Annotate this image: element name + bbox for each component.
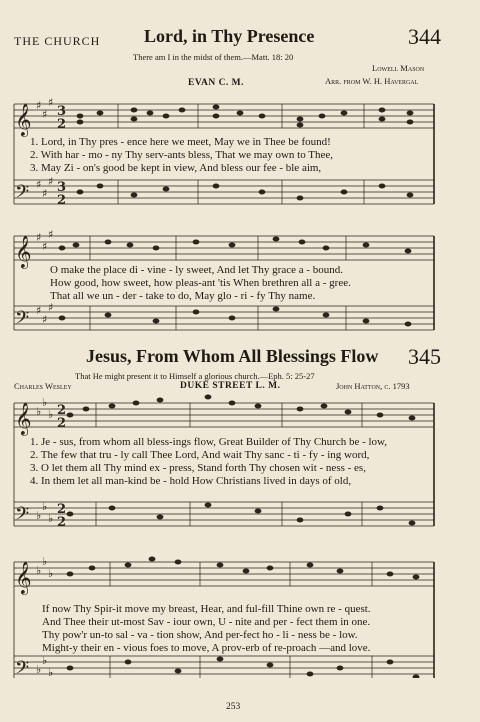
svg-text:2: 2 bbox=[57, 502, 67, 517]
flat-icon: ♭ bbox=[48, 666, 54, 678]
hymn-344-system1-lyrics bbox=[30, 136, 333, 175]
hymn-345-number: 345 bbox=[408, 344, 441, 369]
lyric-line: O make the place di - vine - ly sweet, And let Thy grace a - bound. bbox=[50, 264, 344, 276]
flat-icon: ♭ bbox=[42, 500, 48, 513]
sharp-icon: ♯ bbox=[36, 178, 42, 191]
treble-clef-icon: 𝄞 bbox=[15, 103, 32, 136]
flat-icon: ♭ bbox=[36, 509, 42, 522]
lyric-line: 2. The few that tru - ly call Thee Lord, And wait Thy sanc - ti - fy - ing word, bbox=[30, 449, 370, 461]
flat-icon: ♭ bbox=[36, 564, 42, 577]
flat-icon: ♭ bbox=[42, 654, 48, 667]
hymn-344-scripture: There am I in the midst of them.—Matt. 18: 20 bbox=[133, 52, 294, 62]
lyric-line: 1. Je - sus, from whom all bless-ings flow, Great Builder of Thy Church be - low, bbox=[30, 436, 388, 448]
lyric-line: And Thee their ut-most Sav - iour own, U - nite and per - fect them in one. bbox=[42, 616, 371, 628]
staff-344-s2-bass bbox=[14, 306, 434, 330]
svg-text:2: 2 bbox=[57, 515, 67, 530]
hymn-345-title: Jesus, From Whom All Blessings Flow bbox=[86, 346, 379, 366]
flat-icon: ♭ bbox=[48, 567, 54, 580]
sharp-icon: ♯ bbox=[48, 228, 54, 241]
hymn-344-title: Lord, in Thy Presence bbox=[144, 26, 315, 46]
hymn-344-system2-lyrics bbox=[50, 264, 351, 303]
bass-clef-icon: 𝄢 bbox=[15, 308, 30, 333]
svg-text:2: 2 bbox=[57, 193, 67, 208]
treble-clef-icon: 𝄞 bbox=[15, 402, 32, 435]
sharp-icon: ♯ bbox=[42, 240, 48, 253]
flat-icon: ♭ bbox=[48, 512, 54, 525]
hymn-344-composer: Lowell Mason bbox=[372, 63, 425, 73]
hymn-345-scripture: That He might present it to Himself a glorious church.—Eph. 5: 25-27 bbox=[75, 371, 315, 381]
lyric-line: 3. May Zi - on's good be kept in view, And bless our fee - ble aim, bbox=[30, 162, 322, 174]
lyric-line: If now Thy Spir-it move my breast, Hear, and ful-fill Thine own re - quest. bbox=[42, 603, 371, 615]
page-number: 253 bbox=[226, 702, 241, 712]
treble-clef-icon: 𝄞 bbox=[15, 561, 32, 594]
staff-345-s2-bass bbox=[14, 656, 434, 678]
hymn-345-composer: John Hatton, c. 1793 bbox=[336, 381, 410, 391]
staff-345-s1-bass bbox=[14, 502, 434, 526]
hymn-344-tune: EVAN C. M. bbox=[188, 78, 245, 88]
svg-text:3: 3 bbox=[57, 180, 67, 195]
hymn-344-arranger: Arr. from W. H. Havergal bbox=[325, 76, 419, 86]
lyric-line: Thy pow'r un-to sal - va - tion show, And per-fect ho - li - ness be - low. bbox=[42, 629, 358, 641]
sharp-icon: ♯ bbox=[42, 187, 48, 200]
sharp-icon: ♯ bbox=[48, 175, 54, 188]
hymn-345-system1-lyrics bbox=[30, 436, 387, 488]
flat-icon: ♭ bbox=[42, 396, 48, 409]
hymn-345-tune: DUKE STREET L. M. bbox=[180, 381, 281, 391]
treble-clef-icon: 𝄞 bbox=[15, 235, 32, 268]
sharp-icon: ♯ bbox=[36, 231, 42, 244]
lyric-line: 1. Lord, in Thy pres - ence here we meet, May we in Thee be found! bbox=[30, 136, 331, 148]
note-heads bbox=[59, 105, 420, 679]
staff-345-s2-treble bbox=[14, 562, 434, 586]
flat-icon: ♭ bbox=[36, 405, 42, 418]
hymn-345-author: Charles Wesley bbox=[14, 381, 72, 391]
svg-text:2: 2 bbox=[57, 117, 67, 132]
flat-icon: ♭ bbox=[36, 663, 42, 676]
lyric-line: 2. With har - mo - ny Thy serv-ants bless, That we may own to Thee, bbox=[30, 149, 334, 161]
svg-text:2: 2 bbox=[57, 416, 67, 431]
bass-clef-icon: 𝄢 bbox=[15, 504, 30, 529]
section-label: THE CHURCH bbox=[14, 34, 101, 48]
sharp-icon: ♯ bbox=[36, 304, 42, 317]
hymn-344-number: 344 bbox=[408, 24, 441, 49]
svg-text:3: 3 bbox=[57, 104, 67, 119]
sharp-icon: ♯ bbox=[42, 313, 48, 326]
lyric-line: 4. In them let all man-kind be - hold How Christians lived in days of old, bbox=[30, 475, 352, 487]
bass-clef-icon: 𝄢 bbox=[15, 182, 30, 207]
lyric-line: That all we un - der - take to do, May glo - ri - fy Thy name. bbox=[50, 290, 316, 302]
sharp-icon: ♯ bbox=[36, 99, 42, 112]
lyric-line: How good, how sweet, how pleas-ant 'tis When brethren all a - gree. bbox=[50, 277, 351, 289]
flat-icon: ♭ bbox=[42, 555, 48, 568]
flat-icon: ♭ bbox=[48, 408, 54, 421]
staff-345-s1-treble bbox=[14, 403, 434, 427]
lyric-line: Might-y their en - vious foes to move, A prov-erb of re-proach —and love. bbox=[42, 642, 371, 654]
bass-clef-icon: 𝄢 bbox=[15, 658, 30, 678]
svg-text:2: 2 bbox=[57, 403, 67, 418]
sharp-icon: ♯ bbox=[48, 301, 54, 314]
hymn-345-system2-lyrics bbox=[42, 603, 371, 655]
sharp-icon: ♯ bbox=[48, 96, 54, 109]
staff-344-s2-treble bbox=[14, 236, 434, 260]
sharp-icon: ♯ bbox=[42, 108, 48, 121]
lyric-line: 3. O let them all Thy mind ex - press, Stand forth Thy chosen wit - ness - es, bbox=[30, 462, 366, 474]
